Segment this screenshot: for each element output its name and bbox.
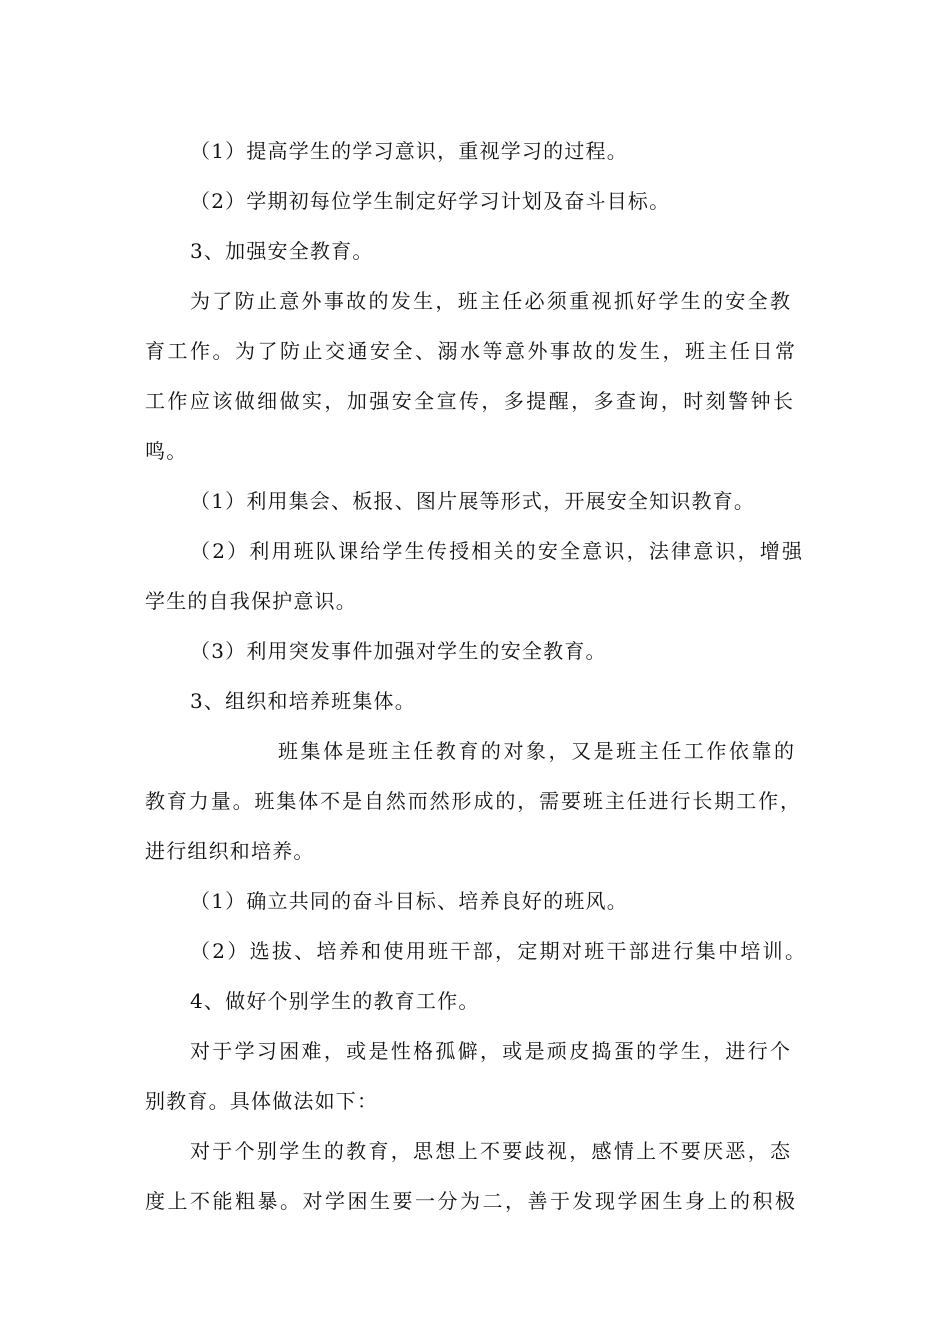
text-line-13: 班集体是班主任教育的对象，又是班主任工作依靠的 [278, 739, 794, 763]
text-line-22: 度上不能粗暴。对学困生要一分为二，善于发现学困生身上的积极 [145, 1189, 795, 1213]
text-line-9: （2）利用班队课给学生传授相关的安全意识，法律意识，增强 [190, 539, 802, 563]
text-line-10: 学生的自我保护意识。 [145, 589, 357, 613]
text-line-5: 育工作。为了防止交通安全、溺水等意外事故的发生，班主任日常 [145, 339, 795, 363]
section-heading-individual: 4、做好个别学生的教育工作。 [190, 989, 480, 1013]
section-heading-safety: 3、加强安全教育。 [190, 239, 374, 263]
text-line-2: （2）学期初每位学生制定好学习计划及奋斗目标。 [190, 189, 671, 213]
text-line-19: 对于学习困难，或是性格孤僻，或是顽皮捣蛋的学生，进行个 [190, 1039, 790, 1063]
text-line-20: 别教育。具体做法如下： [145, 1089, 379, 1113]
text-line-16: （1）确立共同的奋斗目标、培养良好的班风。 [190, 889, 628, 913]
text-line-14: 教育力量。班集体不是自然而然形成的，需要班主任进行长期工作， [145, 789, 800, 813]
text-line-6: 工作应该做细做实，加强安全宣传，多提醒，多查询，时刻警钟长 [145, 389, 793, 413]
text-line-21: 对于个别学生的教育，思想上不要歧视，感情上不要厌恶，态 [190, 1139, 790, 1163]
text-line-7: 鸣。 [145, 439, 188, 463]
text-line-17: （2）选拔、培养和使用班干部，定期对班干部进行集中培训。 [190, 939, 805, 963]
text-line-8: （1）利用集会、板报、图片展等形式，开展安全知识教育。 [190, 489, 756, 513]
text-line-15: 进行组织和培养。 [145, 839, 315, 863]
text-line-4: 为了防止意外事故的发生，班主任必须重视抓好学生的安全教 [190, 289, 790, 313]
text-line-1: （1）提高学生的学习意识，重视学习的过程。 [190, 139, 628, 163]
section-heading-class: 3、组织和培养班集体。 [190, 689, 416, 713]
text-line-11: （3）利用突发事件加强对学生的安全教育。 [190, 639, 607, 663]
